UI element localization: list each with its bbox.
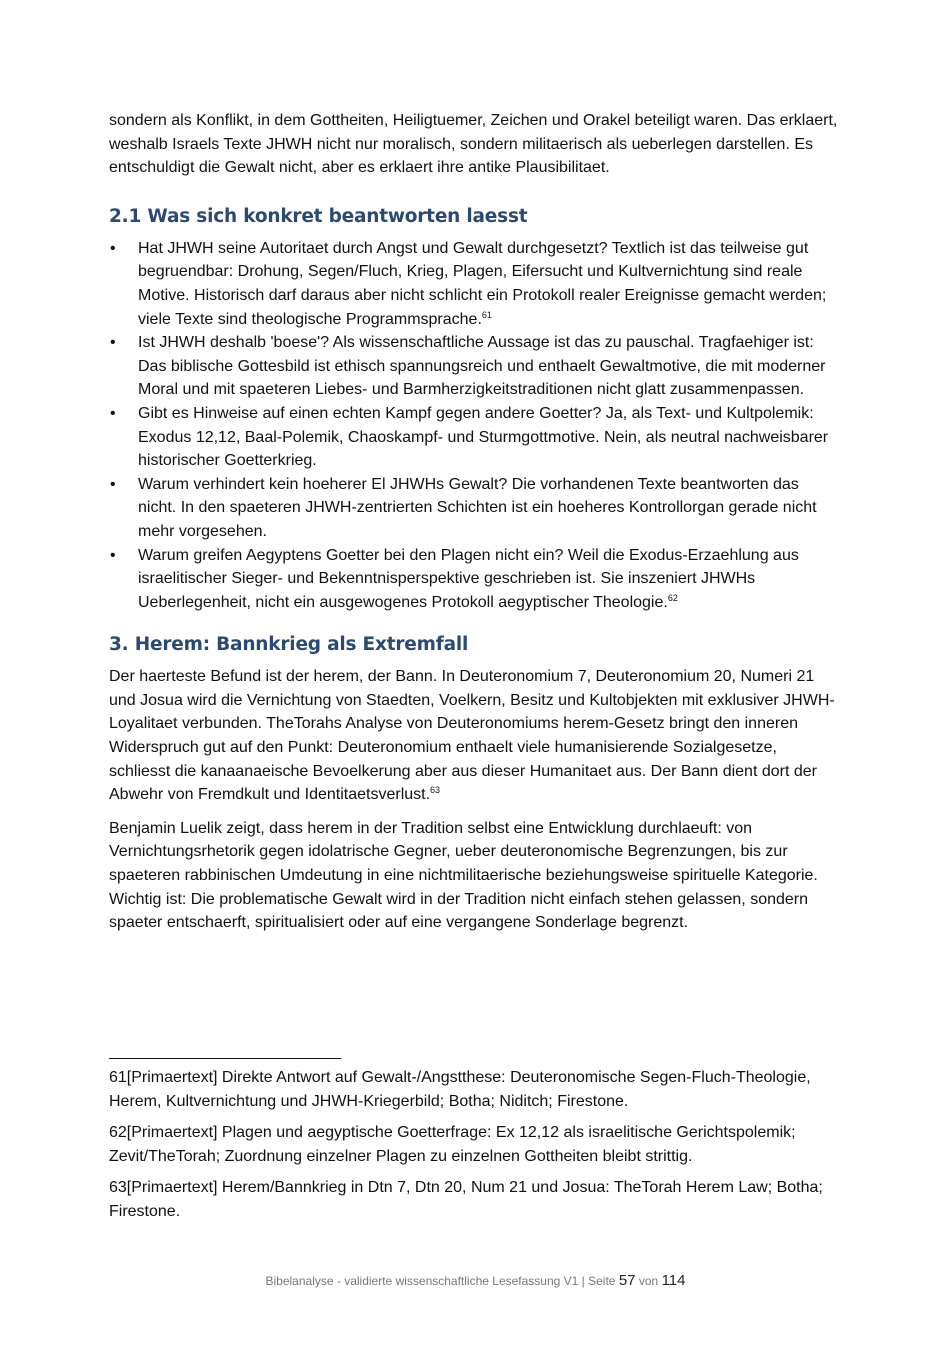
- list-item: • Warum greifen Aegyptens Goetter bei den Plagen nicht ein? Weil die Exodus-Erzaehlung aus israelitischer Sieger- und Bekenntnisperspektive geschrieben ist. Sie inszeniert JHWHs Ueberlegenheit, nicht ein ausgewogenes Protokoll aegyptischer Theologie.$^{62}$: [109, 544, 839, 615]
- footnote-62: 62[Primaertext] Plagen und aegyptische Goetterfrage: Ex 12,12 als israelitische Gerichtspolemik; Zevit/TheTorah; Zuordnung einzelner Plagen zu einzelnen Gottheiten bleibt strittig.: [109, 1124, 796, 1165]
- herem-paragraph-2: Benjamin Luelik zeigt, dass herem in der Tradition selbst eine Entwicklung durchlaeuft: von Vernichtungsrhetorik gegen idolatrische Gegner, ueber deuteronomische Begrenzungen, bis zur spaeteren rabbinischen Umdeutung in eine nichtmilitaerische beziehungsweise spirituelle Kategorie. Wichtig ist: Die problematische Gewalt wird in der Tradition nicht einfach stehen gelassen, sondern spaeter entschaerft, spiritualisiert oder auf eine vergangene Sonderlage begrenzt.: [109, 819, 818, 932]
- footnote-separator: [109, 1058, 341, 1059]
- footnotes: [109, 1066, 844, 1232]
- bullet-icon: •: [110, 475, 116, 493]
- bullet-icon: •: [110, 546, 116, 564]
- page-total: 114: [661, 1272, 686, 1289]
- bullet-icon: •: [110, 404, 116, 422]
- footer-title: Bibelanalyse - validierte wissenschaftliche Lesefassung V1 | Seite: [265, 1274, 616, 1288]
- page-number: 57: [618, 1272, 636, 1289]
- answer-list: [109, 237, 839, 615]
- bullet-icon: •: [110, 334, 116, 352]
- footnote-61: 61[Primaertext] Direkte Antwort auf Gewalt-/Angstthese: Deuteronomische Segen-Fluch-Theologie, Herem, Kultvernichtung und JHWH-Kriegerbild; Botha; Niditch; Firestone.: [109, 1069, 811, 1110]
- list-item: • Warum verhindert kein hoeherer El JHWHs Gewalt? Die vorhandenen Texte beantworten das nicht. In den spaeteren JHWH-zentrierten Schichten ist ein hoeheres Kontrollorgan gerade nicht mehr vorgesehen.: [109, 473, 839, 544]
- list-item: • Gibt es Hinweise auf einen echten Kampf gegen andere Goetter? Ja, als Text- und Kultpolemik: Exodus 12,12, Baal-Polemik, Chaoskampf- und Sturmgottmotive. Nein, als neutral nachweisbarer historischer Goetterkrieg.: [109, 402, 839, 473]
- section-heading-2-1: 2.1 Was sich konkret beantworten laesst: [109, 205, 528, 227]
- list-item: • Ist JHWH deshalb 'boese'? Als wissenschaftliche Aussage ist das zu pauschal. Tragfaehiger ist: Das biblische Gottesbild ist ethisch spannungsreich und enthaelt Gewaltmotive, die mit moderner Moral und mit spaeteren Liebes- und Barmherzigkeitstraditionen nicht glatt zusammenpassen.: [109, 331, 839, 402]
- footnote-ref-62[interactable]: 62: [667, 592, 678, 603]
- page-body: [109, 109, 839, 945]
- section-heading-3: 3. Herem: Bannkrieg als Extremfall: [109, 634, 469, 656]
- footer-of: von: [638, 1274, 659, 1288]
- herem-paragraph-1: Der haerteste Befund ist der herem, der Bann. In Deuteronomium 7, Deuteronomium 20, Numeri 21 und Josua wird die Vernichtung von Staedten, Voelkern, Besitz und Kultobjekten mit exklusiver JHWH-Loyalitaet verbunden. TheTorahs Analyse von Deuteronomiums herem-Gesetz bringt den inneren Widerspruch gut auf den Punkt: Deuteronomium enthaelt viele humanisierende Sozialgesetze, schliesst die kanaanaeische Bevoelkerung aber aus dieser Humanitaet aus. Der Bann dient dort der Abwehr von Fremdkult und Identitaetsverlust.$^{63}$: [109, 668, 835, 804]
- footnote-63: 63[Primaertext] Herem/Bannkrieg in Dtn 7, Dtn 20, Num 21 und Josua: TheTorah Herem Law; Botha; Firestone.: [109, 1179, 823, 1220]
- footnote-ref-63[interactable]: 63: [430, 785, 441, 796]
- footnote-ref-61[interactable]: 61: [481, 309, 492, 320]
- list-item: • Hat JHWH seine Autoritaet durch Angst und Gewalt durchgesetzt? Textlich ist das teilweise gut begruendbar: Drohung, Segen/Fluch, Krieg, Plagen, Eifersucht und Kultvernichtung sind reale Motive. Historisch darf daraus aber nicht schlicht ein Protokoll realer Ereignisse gemacht werden; viele Texte sind theologische Programmsprache.$^{61}$: [109, 237, 839, 331]
- page-footer: [0, 1272, 951, 1289]
- bullet-icon: •: [110, 239, 116, 257]
- intro-paragraph: sondern als Konflikt, in dem Gottheiten, Heiligtuemer, Zeichen und Orakel beteiligt waren. Das erklaert, weshalb Israels Texte JHWH nicht nur moralisch, sondern militaerisch als ueberlegen darstellen. Es entschuldigt die Gewalt nicht, aber es erklaert ihre antike Plausibilitaet.: [109, 112, 838, 177]
